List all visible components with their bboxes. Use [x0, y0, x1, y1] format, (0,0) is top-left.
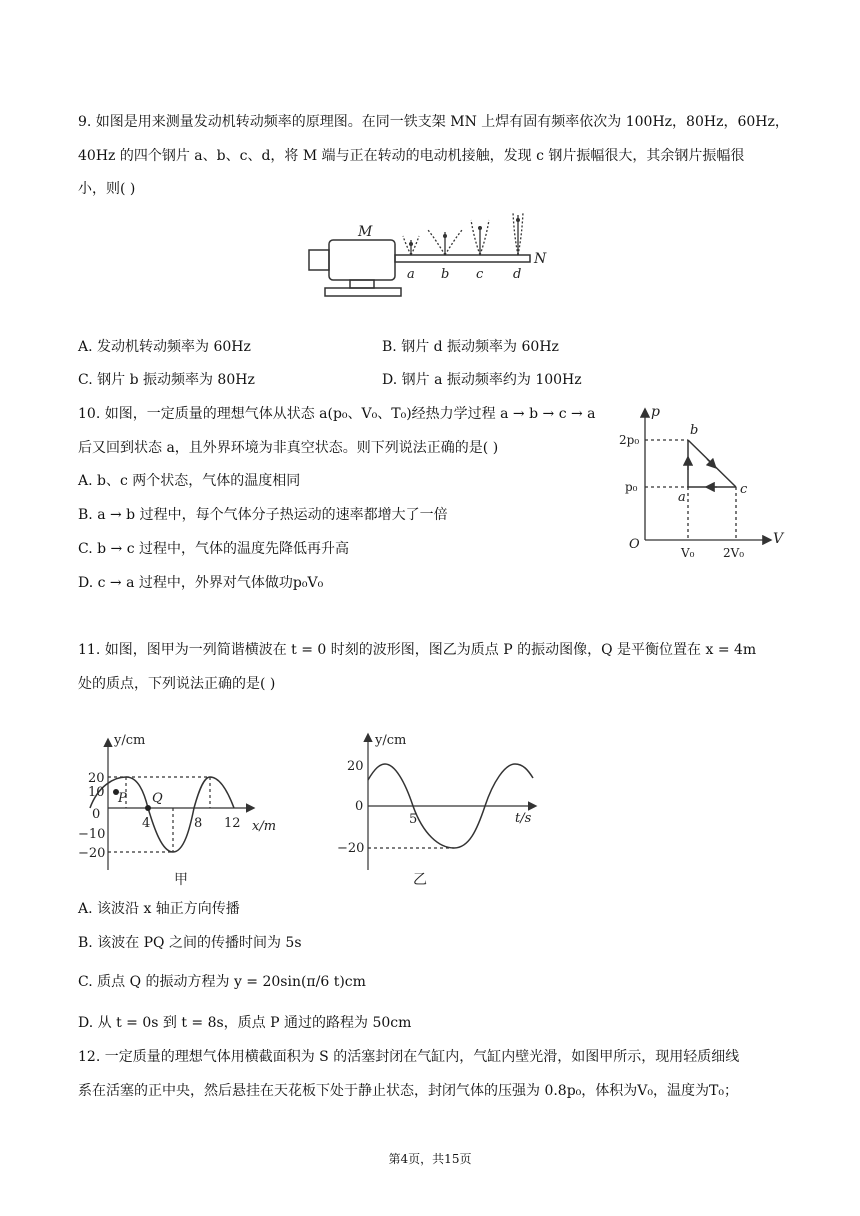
state-b: b — [690, 423, 699, 438]
q9-stem-line2: 40Hz 的四个钢片 a、b、c、d，将 M 端与正在转动的电动机接触，发现 c 钢片振幅很大，其余钢片振幅很 — [78, 148, 745, 164]
tick-2v0: 2V₀ — [723, 546, 745, 560]
yi-ytick-20: 20 — [347, 759, 364, 774]
jia-ytick-10: 10 — [88, 785, 105, 800]
q11-stem-line1: 11. 如图，图甲为一列简谐横波在 t = 0 时刻的波形图，图乙为质点 P 的振动图像，Q 是平衡位置在 x = 4m — [78, 642, 757, 658]
yi-caption: 乙 — [413, 872, 427, 888]
q10-stem-line2: 后又回到状态 a，且外界环境为非真空状态。则下列说法正确的是( ) — [78, 440, 499, 456]
jia-xtick-8: 8 — [194, 816, 203, 831]
q9-option-b[interactable]: B. 钢片 d 振动频率为 60Hz — [382, 339, 559, 355]
jia-ytick-0: 0 — [92, 807, 101, 822]
jia-ytick-neg20: −20 — [78, 846, 106, 861]
origin-o: O — [629, 537, 640, 552]
label-M: M — [358, 224, 373, 240]
jia-xlabel: x/m — [252, 819, 277, 834]
tick-p0: p₀ — [625, 480, 638, 494]
yi-xlabel: t/s — [515, 811, 532, 826]
yi-xtick-5: 5 — [409, 812, 418, 827]
label-d: d — [513, 267, 522, 282]
jia-point-q: Q — [152, 791, 163, 806]
q11-vibration-graph-yi — [335, 730, 555, 890]
yi-ytick-0: 0 — [355, 799, 364, 814]
q9-figure-motor-reeds — [300, 210, 560, 300]
jia-point-p: P — [118, 791, 127, 806]
axis-p: p — [651, 404, 660, 420]
q11-option-a[interactable]: A. 该波沿 x 轴正方向传播 — [78, 901, 240, 917]
q11-wave-graph-jia — [78, 730, 298, 890]
axis-v: V — [773, 531, 784, 547]
yi-ytick-neg20: −20 — [337, 841, 365, 856]
q10-pv-diagram — [615, 400, 795, 565]
tick-v0: V₀ — [681, 546, 695, 560]
q11-option-d[interactable]: D. 从 t = 0s 到 t = 8s，质点 P 通过的路程为 50cm — [78, 1015, 412, 1031]
q10-option-d[interactable]: D. c → a 过程中，外界对气体做功p₀V₀ — [78, 575, 324, 591]
q10-option-a[interactable]: A. b、c 两个状态，气体的温度相同 — [78, 473, 301, 489]
tick-2p0: 2p₀ — [619, 433, 640, 447]
jia-ytick-20: 20 — [88, 771, 105, 786]
state-a: a — [678, 490, 686, 505]
q11-stem-line2: 处的质点，下列说法正确的是( ) — [78, 676, 276, 692]
jia-xtick-12: 12 — [224, 816, 241, 831]
page-footer: 第4页，共15页 — [388, 1152, 472, 1166]
q11-option-b[interactable]: B. 该波在 PQ 之间的传播时间为 5s — [78, 935, 302, 951]
q10-option-b[interactable]: B. a → b 过程中，每个气体分子热运动的速率都增大了一倍 — [78, 507, 448, 523]
jia-ylabel: y/cm — [114, 733, 146, 748]
q12-stem-line1: 12. 一定质量的理想气体用横截面积为 S 的活塞封闭在气缸内，气缸内壁光滑，如图甲所示，现用轻质细线 — [78, 1049, 740, 1065]
jia-xtick-4: 4 — [142, 816, 151, 831]
jia-caption: 甲 — [174, 872, 188, 888]
label-a: a — [407, 267, 415, 282]
label-b: b — [441, 267, 450, 282]
q9-option-c[interactable]: C. 钢片 b 振动频率为 80Hz — [78, 372, 255, 388]
yi-ylabel: y/cm — [375, 733, 407, 748]
state-c: c — [740, 482, 748, 497]
q9-stem-line3: 小，则( ) — [78, 181, 136, 197]
q11-option-c[interactable]: C. 质点 Q 的振动方程为 y = 20sin(π/6 t)cm — [78, 974, 366, 990]
label-c: c — [476, 267, 484, 282]
jia-ytick-neg10: −10 — [78, 827, 106, 842]
q10-option-c[interactable]: C. b → c 过程中，气体的温度先降低再升高 — [78, 541, 349, 557]
q9-option-a[interactable]: A. 发动机转动频率为 60Hz — [78, 339, 251, 355]
q10-stem-line1: 10. 如图，一定质量的理想气体从状态 a(p₀、V₀、T₀)经热力学过程 a → b → c → a — [78, 406, 596, 422]
q9-option-d[interactable]: D. 钢片 a 振动频率约为 100Hz — [382, 372, 582, 388]
label-N: N — [534, 251, 547, 267]
q9-stem-line1: 9. 如图是用来测量发动机转动频率的原理图。在同一铁支架 MN 上焊有固有频率依次为 100Hz，80Hz，60Hz， — [78, 114, 789, 130]
q12-stem-line2: 系在活塞的正中央，然后悬挂在天花板下处于静止状态，封闭气体的压强为 0.8p₀，体积为V₀，温度为T₀； — [78, 1083, 738, 1099]
